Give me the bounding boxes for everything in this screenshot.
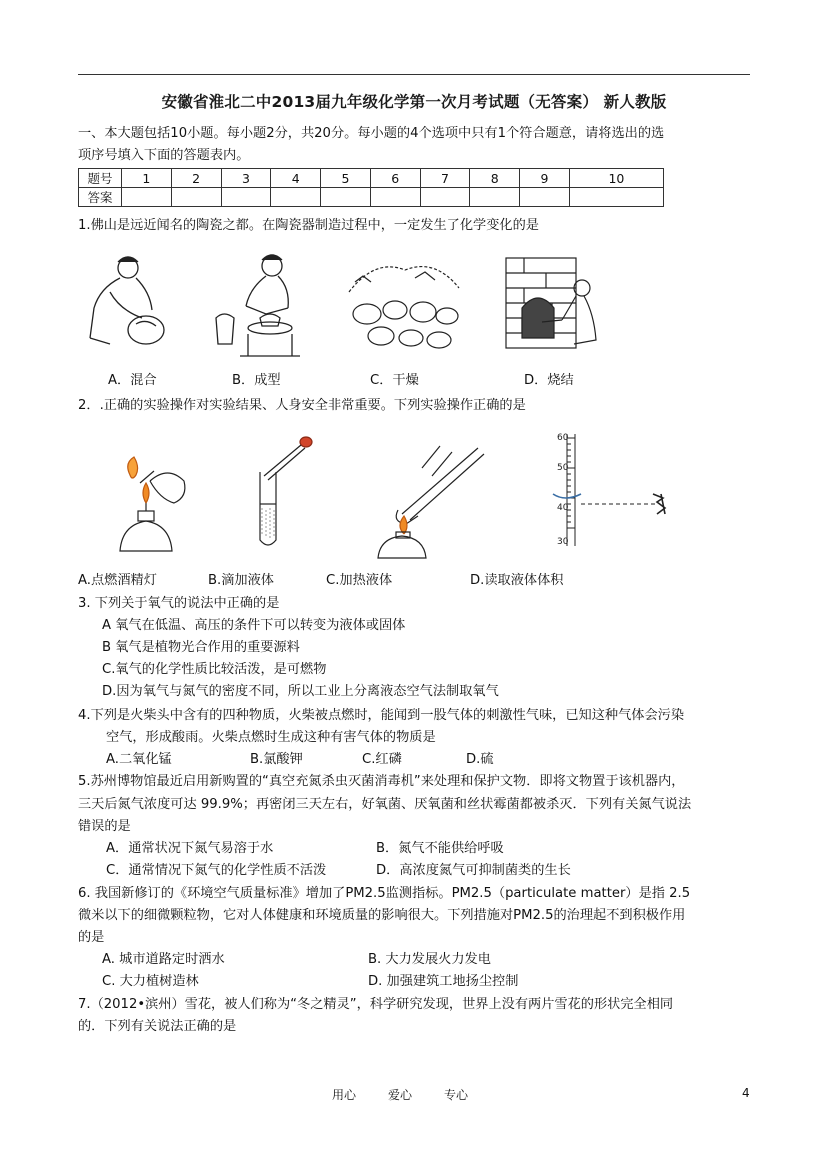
question-6-stem-line2: 微米以下的细微颗粒物，它对人体健康和环境质量的影响很大。下列措施对PM2.5的治理起不到积极作用 (78, 908, 686, 923)
table-number-cell: 8 (470, 169, 520, 188)
q1-option-d[interactable]: D．烧结 (524, 373, 574, 388)
table-number-cell: 6 (370, 169, 420, 188)
question-7-stem-line2: 的．下列有关说法正确的是 (78, 1019, 237, 1034)
cylinder-tick-50: 50 (557, 463, 569, 473)
page-number: 4 (742, 1086, 750, 1100)
table-number-cell: 4 (271, 169, 321, 188)
q6-option-d[interactable]: D. 加强建筑工地扬尘控制 (368, 974, 519, 989)
answer-cell[interactable] (370, 188, 420, 207)
answer-cell[interactable] (271, 188, 321, 207)
answer-cell[interactable] (470, 188, 520, 207)
answer-cell[interactable] (171, 188, 221, 207)
q4-option-a[interactable]: A.二氧化锰 (106, 752, 172, 767)
question-2-stem: 2．.正确的实验操作对实验结果、人身安全非常重要。下列实验操作正确的是 (78, 398, 526, 413)
q3-option-c[interactable]: C.氧气的化学性质比较活泼，是可燃物 (102, 662, 327, 677)
answer-cell[interactable] (321, 188, 371, 207)
pottery-shaping-illustration (210, 248, 310, 366)
answer-cell[interactable] (122, 188, 172, 207)
pottery-mixing-illustration (80, 248, 170, 366)
q5-option-d[interactable]: D．高浓度氮气可抑制菌类的生长 (376, 863, 571, 878)
answer-table (78, 168, 664, 207)
table-number-cell: 2 (171, 169, 221, 188)
graduated-cylinder-reading-illustration (545, 428, 685, 553)
q6-option-a[interactable]: A. 城市道路定时洒水 (102, 952, 225, 967)
section-instructions-line2: 项序号填入下面的答题表内。 (78, 148, 250, 163)
question-1-stem: 1.佛山是远近闻名的陶瓷之都。在陶瓷器制造过程中，一定发生了化学变化的是 (78, 218, 539, 233)
alcohol-lamp-lighting-illustration (110, 455, 200, 565)
answer-cell[interactable] (520, 188, 570, 207)
answer-cell[interactable] (420, 188, 470, 207)
q5-option-a[interactable]: A．通常状况下氮气易溶于水 (106, 841, 274, 856)
table-header-cell: 答案 (79, 188, 122, 207)
dropper-test-tube-illustration (250, 432, 330, 552)
table-number-cell: 3 (221, 169, 271, 188)
answer-cell[interactable] (569, 188, 663, 207)
question-4-stem-line2: 空气，形成酸雨。火柴点燃时生成这种有害气体的物质是 (106, 730, 436, 745)
answer-cell[interactable] (221, 188, 271, 207)
question-5-stem-line2: 三天后氮气浓度可达 99.9%；再密闭三天左右，好氧菌、厌氧菌和丝状霉菌都被杀灭．下列有关氮气说法 (78, 797, 692, 812)
q4-option-d[interactable]: D.硫 (466, 752, 494, 767)
pottery-drying-illustration (345, 252, 463, 357)
table-number-cell: 1 (122, 169, 172, 188)
table-number-cell: 7 (420, 169, 470, 188)
answer-table-number-row (79, 169, 664, 188)
question-3-stem: 3. 下列关于氧气的说法中正确的是 (78, 596, 280, 611)
header-rule (78, 74, 750, 75)
table-number-cell: 5 (321, 169, 371, 188)
question-7-stem-line1: 7.（2012•滨州）雪花，被人们称为“冬之精灵”，科学研究发现，世界上没有两片雪花的形状完全相同 (78, 997, 674, 1012)
q2-option-a[interactable]: A.点燃酒精灯 (78, 573, 157, 588)
question-6-stem-line3: 的是 (78, 930, 105, 945)
q3-option-a[interactable]: A 氧气在低温、高压的条件下可以转变为液体或固体 (102, 618, 406, 633)
q5-option-b[interactable]: B．氮气不能供给呼吸 (376, 841, 504, 856)
question-5-stem-line3: 错误的是 (78, 819, 131, 834)
q3-option-b[interactable]: B 氧气是植物光合作用的重要源料 (102, 640, 300, 655)
answer-table-answer-row (79, 188, 664, 207)
table-header-cell: 题号 (79, 169, 122, 188)
footer-item: 专心 (444, 1088, 469, 1102)
question-4-stem-line1: 4.下列是火柴头中含有的四种物质，火柴被点燃时，能闻到一股气体的刺激性气味，已知这种气体会污染 (78, 708, 685, 723)
section-instructions-line1: 一、本大题包括10小题。每小题2分，共20分。每小题的4个选项中只有1个符合题意，请将选出的选 (78, 126, 665, 141)
question-5-stem-line1: 5.苏州博物馆最近启用新购置的“真空充氮杀虫灭菌消毒机”来处理和保护文物．即将文物置于该机器内， (78, 774, 685, 789)
pottery-firing-kiln-illustration (502, 248, 602, 368)
q4-option-b[interactable]: B.氯酸钾 (250, 752, 303, 767)
footer-item: 爱心 (388, 1088, 413, 1102)
q6-option-c[interactable]: C. 大力植树造林 (102, 974, 199, 989)
table-number-cell: 9 (520, 169, 570, 188)
q1-option-b[interactable]: B．成型 (232, 373, 281, 388)
q6-option-b[interactable]: B. 大力发展火力发电 (368, 952, 491, 967)
heating-liquid-test-tube-illustration (370, 440, 490, 565)
q2-option-b[interactable]: B.滴加液体 (208, 573, 274, 588)
q3-option-d[interactable]: D.因为氧气与氮气的密度不同，所以工业上分离液态空气法制取氧气 (102, 684, 499, 699)
footer-item: 用心 (332, 1088, 357, 1102)
q2-option-d[interactable]: D.读取液体体积 (470, 573, 564, 588)
q4-option-c[interactable]: C.红磷 (362, 752, 402, 767)
cylinder-tick-30: 30 (557, 537, 569, 547)
cylinder-tick-60: 60 (557, 433, 569, 443)
page-title: 安徽省淮北二中2013届九年级化学第一次月考试题（无答案） 新人教版 (161, 93, 667, 111)
q1-option-c[interactable]: C．干燥 (370, 373, 419, 388)
q5-option-c[interactable]: C．通常情况下氮气的化学性质不活泼 (106, 863, 327, 878)
question-6-stem-line1: 6. 我国新修订的《环境空气质量标准》增加了PM2.5监测指标。PM2.5（particulate matter）是指 2.5 (78, 886, 691, 901)
table-number-cell: 10 (569, 169, 663, 188)
cylinder-tick-40: 40 (557, 503, 569, 513)
q1-option-a[interactable]: A．混合 (108, 373, 157, 388)
q2-option-c[interactable]: C.加热液体 (326, 573, 393, 588)
